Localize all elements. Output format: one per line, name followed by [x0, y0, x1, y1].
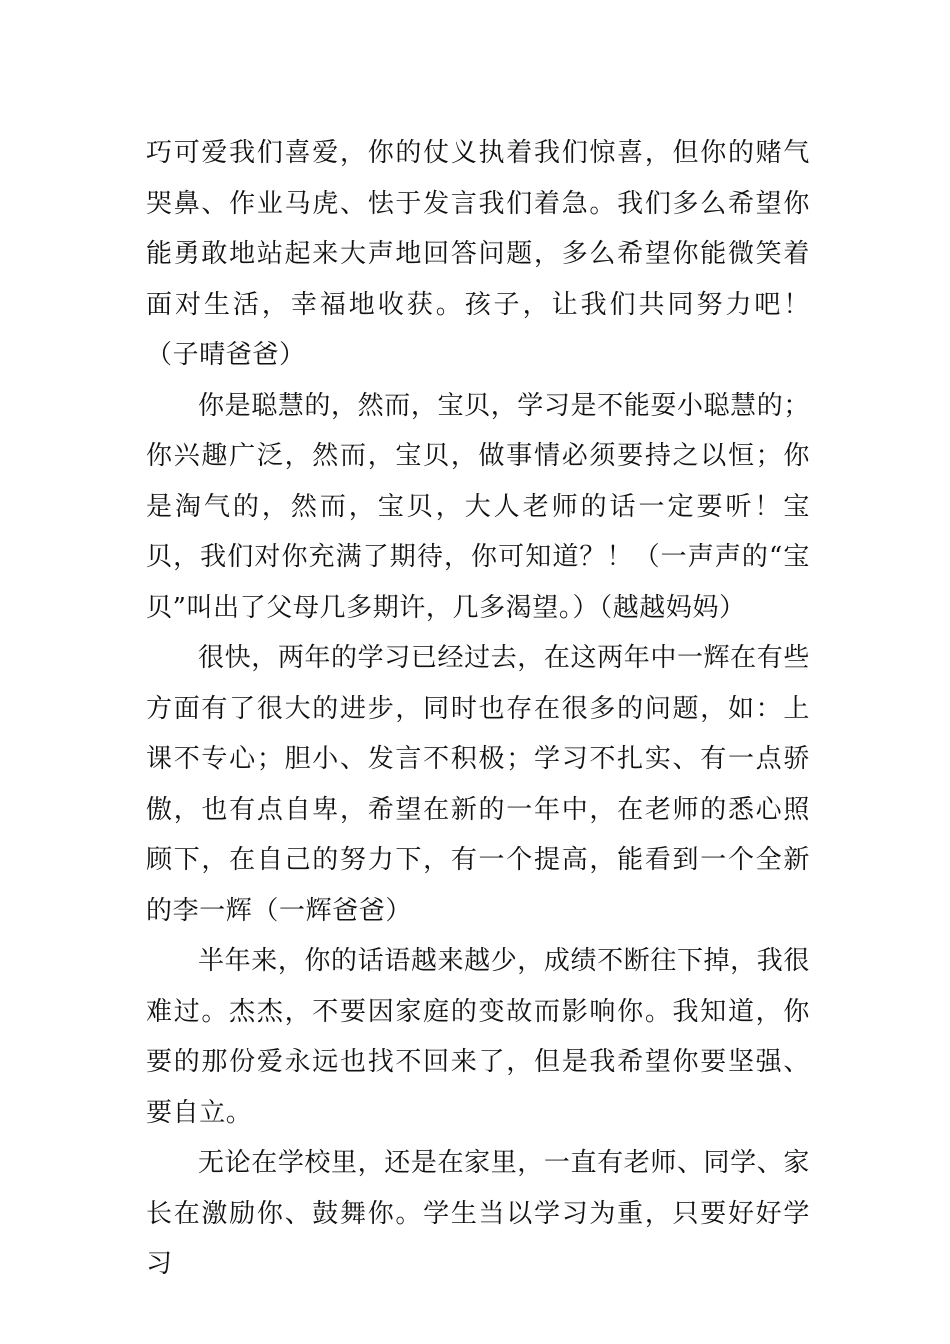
paragraph-4: 半年来，你的话语越来越少，成绩不断往下掉，我很难过。杰杰，不要因家庭的变故而影响你。我知道，你要的那份爱永远也找不回来了，但是我希望你要坚强、要自立。 — [146, 946, 810, 1128]
paragraph-1: 巧可爱我们喜爱，你的仗义执着我们惊喜，但你的赌气哭鼻、作业马虎、怯于发言我们着急。我们多么希望你能勇敢地站起来大声地回答问题，多么希望你能微笑着面对生活，幸福地收获。孩子，让我们共同努力吧！（子晴爸爸） — [146, 138, 810, 370]
paragraph-3: 很快，两年的学习已经过去，在这两年中一辉在有些方面有了很大的进步，同时也存在很多的问题，如：上课不专心；胆小、发言不积极；学习不扎实、有一点骄傲，也有点自卑，希望在新的一年中，在老师的悉心照顾下，在自己的努力下，有一个提高，能看到一个全新的李一辉（一辉爸爸） — [146, 643, 810, 926]
paragraph-2: 你是聪慧的，然而，宝贝，学习是不能耍小聪慧的；你兴趣广泛，然而，宝贝，做事情必须要持之以恒；你是淘气的，然而，宝贝，大人老师的话一定要听！宝贝，我们对你充满了期待，你可知道？！（一声声的“宝贝”叫出了父母几多期许，几多渴望。）（越越妈妈） — [146, 390, 810, 623]
paragraph-5: 无论在学校里，还是在家里，一直有老师、同学、家长在激励你、鼓舞你。学生当以学习为重，只要好好学习 — [146, 1148, 810, 1279]
document-body — [146, 128, 810, 1290]
